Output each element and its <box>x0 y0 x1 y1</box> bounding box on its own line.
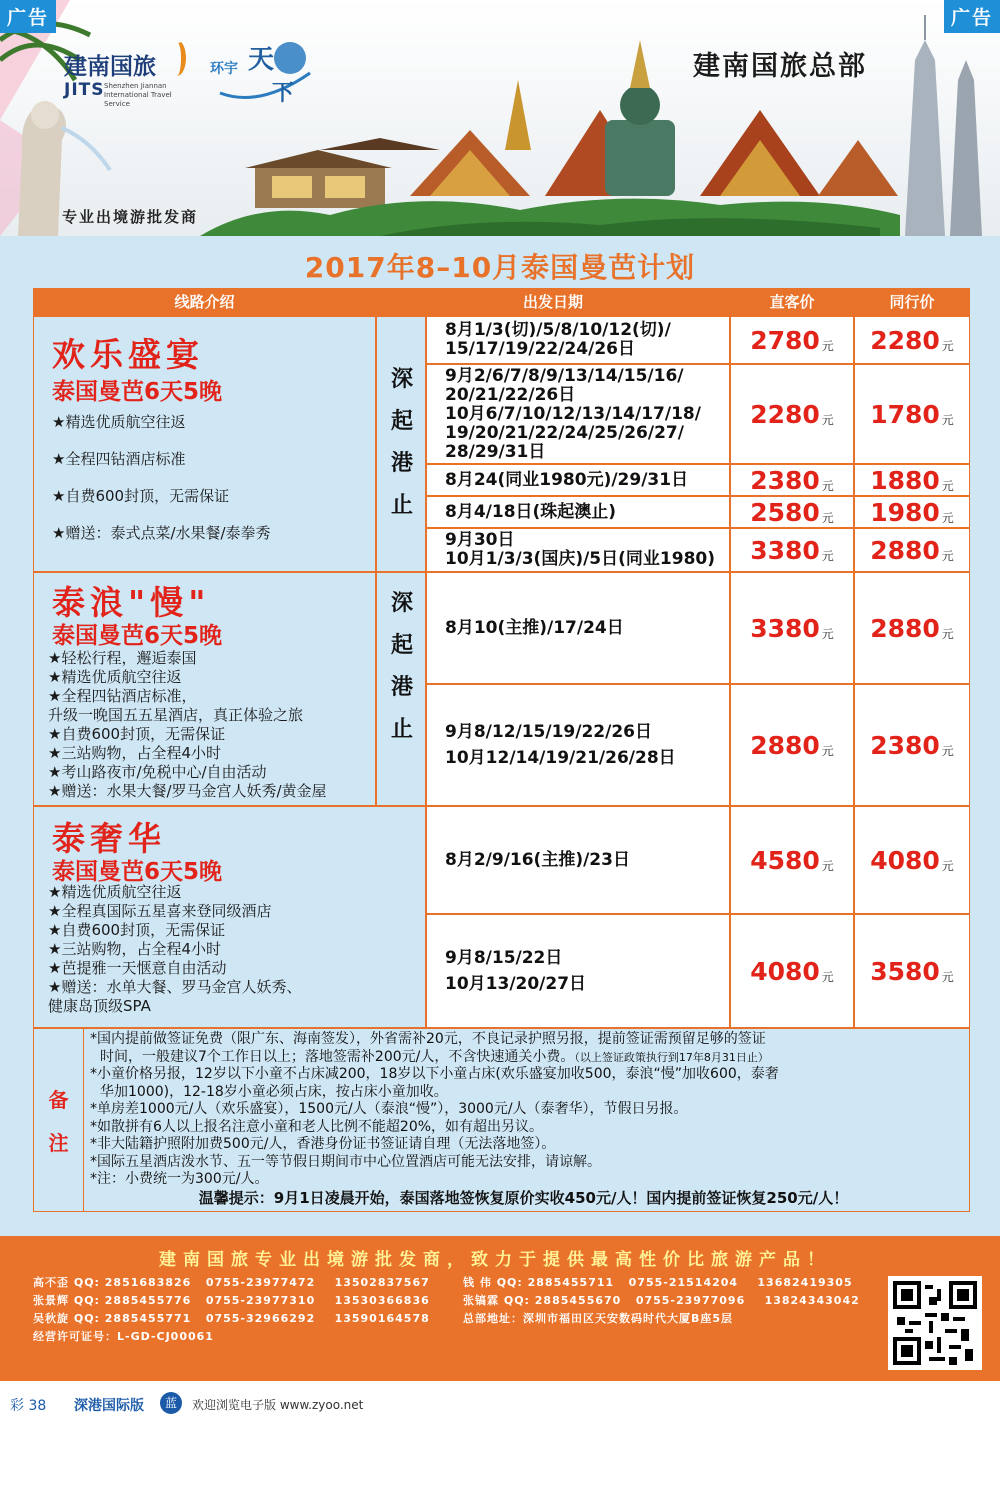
ad-label-right: 广告 <box>944 0 1000 33</box>
direct-price-cell: 3380 元 <box>730 528 854 572</box>
notes-label-char: 注 <box>48 1131 69 1155</box>
header-date: 出发日期 <box>376 288 730 316</box>
direct-price-cell: 2880 元 <box>730 684 854 806</box>
logo-swoosh-icon <box>168 40 186 76</box>
peer-price: 2880 <box>870 535 940 565</box>
note-line: *小童价格另报，12岁以下小童不占床减200，18岁以下小童占床(欢乐盛宴加收500，泰浪“慢”加收600，泰奢 <box>90 1066 779 1082</box>
port-char: 深 <box>390 591 413 616</box>
peer-price: 4080 <box>870 845 940 875</box>
license-number: 经营许可证号：L-GD-CJ00061 <box>33 1330 214 1343</box>
port-char: 止 <box>390 493 413 518</box>
port-char: 起 <box>390 409 413 434</box>
page-title: 2017年8–10月泰国曼芭计划 <box>304 251 696 284</box>
bottom-bar <box>0 1388 1000 1418</box>
peer-price-cell: 3580 元 <box>854 914 970 1028</box>
port-label-2 <box>377 583 427 751</box>
contact-row: 张景辉 QQ: 2885455776 0755-23977310 13530366836 <box>33 1294 430 1307</box>
date-text: 8月10(主推)/17/24日 <box>445 617 624 638</box>
note-line: *如散拼有6人以上报名注意小童和老人比例不能超20%，如有超出另议。 <box>90 1118 544 1135</box>
direct-price: 3380 <box>750 535 820 565</box>
route-subtitle-1: 泰国曼芭6天5晚 <box>52 379 223 405</box>
date-text: 8月4/18日(珠起澳止) <box>445 501 617 522</box>
date-cell <box>426 528 730 572</box>
browse-link[interactable]: 欢迎浏览电子版 www.zyoo.net <box>192 1398 364 1412</box>
port-char: 止 <box>390 717 413 742</box>
port-cell-1 <box>376 316 426 572</box>
route-info-3 <box>33 806 426 1028</box>
direct-price: 2280 <box>750 399 820 429</box>
notes-box <box>33 1028 970 1212</box>
peer-price: 1780 <box>870 399 940 429</box>
peer-price-cell: 2880 元 <box>854 572 970 684</box>
peer-price-cell: 2880 元 <box>854 528 970 572</box>
direct-price: 2580 <box>750 497 820 527</box>
route-subtitle-2: 泰国曼芭6天5晚 <box>52 623 223 649</box>
route-name-2: 泰浪"慢" <box>52 583 211 622</box>
port-char: 深 <box>390 367 413 392</box>
note-line: *国际五星酒店泼水节、五一等节假日期间市中心位置酒店可能无法安排，请谅解。 <box>90 1153 601 1170</box>
peer-price: 2880 <box>870 613 940 643</box>
route-name-1: 欢乐盛宴 <box>52 335 204 374</box>
port-cell-2 <box>376 572 426 806</box>
route-feature: ★精选优质航空往返 <box>52 413 186 431</box>
warm-tip: 温馨提示：9月1日凌晨开始，泰国落地签恢复原价实收450元/人！国内提前签证恢复250元/人！ <box>198 1188 849 1207</box>
date-cell <box>426 572 730 684</box>
huanyu-logo-icon <box>210 38 320 108</box>
wholesale-tagline: 专业出境游批发商 <box>62 208 199 226</box>
svg-text:环宇: 环宇 <box>210 61 238 77</box>
direct-price-cell: 4080 元 <box>730 914 854 1028</box>
port-char: 起 <box>390 633 413 658</box>
date-cell <box>426 364 730 464</box>
hq-title: 建南国旅总部 <box>693 51 867 82</box>
direct-price: 2880 <box>750 730 820 760</box>
note-line: 华加1000)，12-18岁小童必须占床，按占床小童加收。 <box>100 1083 448 1100</box>
page-number: 彩 38 <box>10 1398 47 1414</box>
logo-en: JITS <box>64 80 105 100</box>
qr-code-icon[interactable] <box>888 1276 982 1370</box>
note-line: *非大陆籍护照附加费500元/人，香港身份证书签证请自理（无法落地签）。 <box>90 1136 556 1152</box>
peer-price-cell: 1880 元 <box>854 464 970 496</box>
date-text: 9月8/12/15/19/22/26日 10月12/14/19/21/26/28日 <box>445 722 676 768</box>
route-feature: ★赠送：泰式点菜/水果餐/泰拳秀 <box>52 524 271 542</box>
notes-body <box>90 1031 957 1207</box>
direct-price-cell: 2280 元 <box>730 364 854 464</box>
edition-badge: 蓝 <box>160 1392 182 1414</box>
peer-price-cell: 2380 元 <box>854 684 970 806</box>
date-cell <box>426 316 730 364</box>
note-line: *单房差1000元/人（欢乐盛宴），1500元/人（泰浪“慢”），3000元/人（泰奢华），节假日另报。 <box>90 1101 688 1117</box>
notes-label <box>34 1029 84 1211</box>
ad-label-left: 广告 <box>0 0 56 33</box>
contact-row: 高不歪 QQ: 2851683826 0755-23977472 13502837567 <box>33 1276 430 1289</box>
date-text: 8月2/9/16(主推)/23日 <box>445 849 630 870</box>
hq-address: 总部地址：深圳市福田区天安数码时代大厦B座5层 <box>463 1312 734 1325</box>
date-cell <box>426 684 730 806</box>
date-cell <box>426 806 730 914</box>
direct-price: 2780 <box>750 325 820 355</box>
peer-price: 1880 <box>870 465 940 495</box>
header-banner <box>0 0 1000 236</box>
note-line: 时间，一般建议7个工作日以上；落地签需补200元/人，不含快速通关小费。（以上签证政策执行到17年8月31日止） <box>100 1048 769 1065</box>
logo-en-sub: Shenzhen Jiannan International Travel Service <box>104 82 172 108</box>
date-text: 9月2/6/7/8/9/13/14/15/16/ 20/21/22/26日 10月6/7/10/12/13/14/17/18/ 19/20/21/22/24/25/26/27/ 28/29/31日 <box>445 365 701 462</box>
direct-price: 4080 <box>750 956 820 986</box>
direct-price-cell: 4580 元 <box>730 806 854 914</box>
peer-price-cell: 2280 元 <box>854 316 970 364</box>
header-peer-price: 同行价 <box>854 288 970 316</box>
direct-price: 2380 <box>750 465 820 495</box>
contact-row: 张镐霖 QQ: 2885455670 0755-23977096 13824343042 <box>463 1294 860 1307</box>
route-subtitle-3: 泰国曼芭6天5晚 <box>52 859 223 885</box>
date-text: 8月24(同业1980元)/29/31日 <box>445 469 689 490</box>
direct-price-cell: 2780 元 <box>730 316 854 364</box>
route-feature: ★全程四钻酒店标准 <box>52 450 186 468</box>
date-cell <box>426 914 730 1028</box>
edition-label: 深港国际版 <box>74 1398 144 1414</box>
date-text: 8月1/3(切)/5/8/10/12(切)/ 15/17/19/22/24/26日 <box>445 320 671 359</box>
peer-price: 2380 <box>870 730 940 760</box>
peer-price-cell: 1780 元 <box>854 364 970 464</box>
date-cell <box>426 496 730 528</box>
direct-price-cell: 3380 元 <box>730 572 854 684</box>
note-line: *注：小费统一为300元/人。 <box>90 1171 269 1187</box>
peer-price: 3580 <box>870 956 940 986</box>
direct-price: 4580 <box>750 845 820 875</box>
header-direct-price: 直客价 <box>730 288 854 316</box>
svg-text:天: 天 <box>248 45 275 75</box>
direct-price-cell: 2580 元 <box>730 496 854 528</box>
header-route: 线路介绍 <box>33 288 376 316</box>
date-cell <box>426 464 730 496</box>
footer-slogan: 建南国旅专业出境游批发商，致力于提供最高性价比旅游产品！ <box>159 1250 831 1270</box>
date-text: 9月8/15/22日 10月13/20/27日 <box>445 948 587 994</box>
date-text: 9月30日 10月1/3/3(国庆)/5日(同业1980) <box>445 530 715 569</box>
route-features-3: ★精选优质航空往返 ★全程真国际五星喜来登同级酒店 ★自费600封顶，无需保证 ★三站购物，占全程4小时 ★芭提雅一天惬意自由活动 ★赠送：水单大餐、罗马金宫人妖秀、 健康岛顶级SPA <box>48 883 302 1015</box>
direct-price: 3380 <box>750 613 820 643</box>
note-line: *国内提前做签证免费（限广东、海南签发），外省需补20元，不良记录护照另报，提前签证需预留足够的签证 <box>90 1031 766 1047</box>
port-char: 港 <box>390 451 413 476</box>
contact-row: 钱 伟 QQ: 2885455711 0755-21514204 13682419305 <box>463 1276 853 1289</box>
direct-price-cell: 2380 元 <box>730 464 854 496</box>
svg-text:下: 下 <box>272 81 295 106</box>
peer-price: 1980 <box>870 497 940 527</box>
route-feature: ★自费600封顶，无需保证 <box>52 487 230 505</box>
port-char: 港 <box>390 675 413 700</box>
peer-price-cell: 4080 元 <box>854 806 970 914</box>
route-features-2: ★轻松行程，邂逅泰国 ★精选优质航空往返 ★全程四钻酒店标准， 升级一晚国五五星酒店，真正体验之旅 ★自费600封顶，无需保证 ★三站购物，占全程4小时 ★考山路夜市/免税中心/自由活动 ★赠送：水果大餐/罗马金宫人妖秀/黄金屋 <box>48 649 327 800</box>
route-info-1 <box>33 316 376 572</box>
peer-price-cell: 1980 元 <box>854 496 970 528</box>
peer-price: 2280 <box>870 325 940 355</box>
notes-label-char: 备 <box>48 1088 69 1112</box>
route-name-3: 泰奢华 <box>52 819 166 858</box>
route-info-2 <box>33 572 376 806</box>
banner-scenery <box>0 0 1000 236</box>
contact-row: 吴秋旋 QQ: 2885455771 0755-32966292 13590164578 <box>33 1312 430 1325</box>
port-label-1 <box>377 359 427 527</box>
logo-cn: 建南国旅 <box>64 54 156 80</box>
